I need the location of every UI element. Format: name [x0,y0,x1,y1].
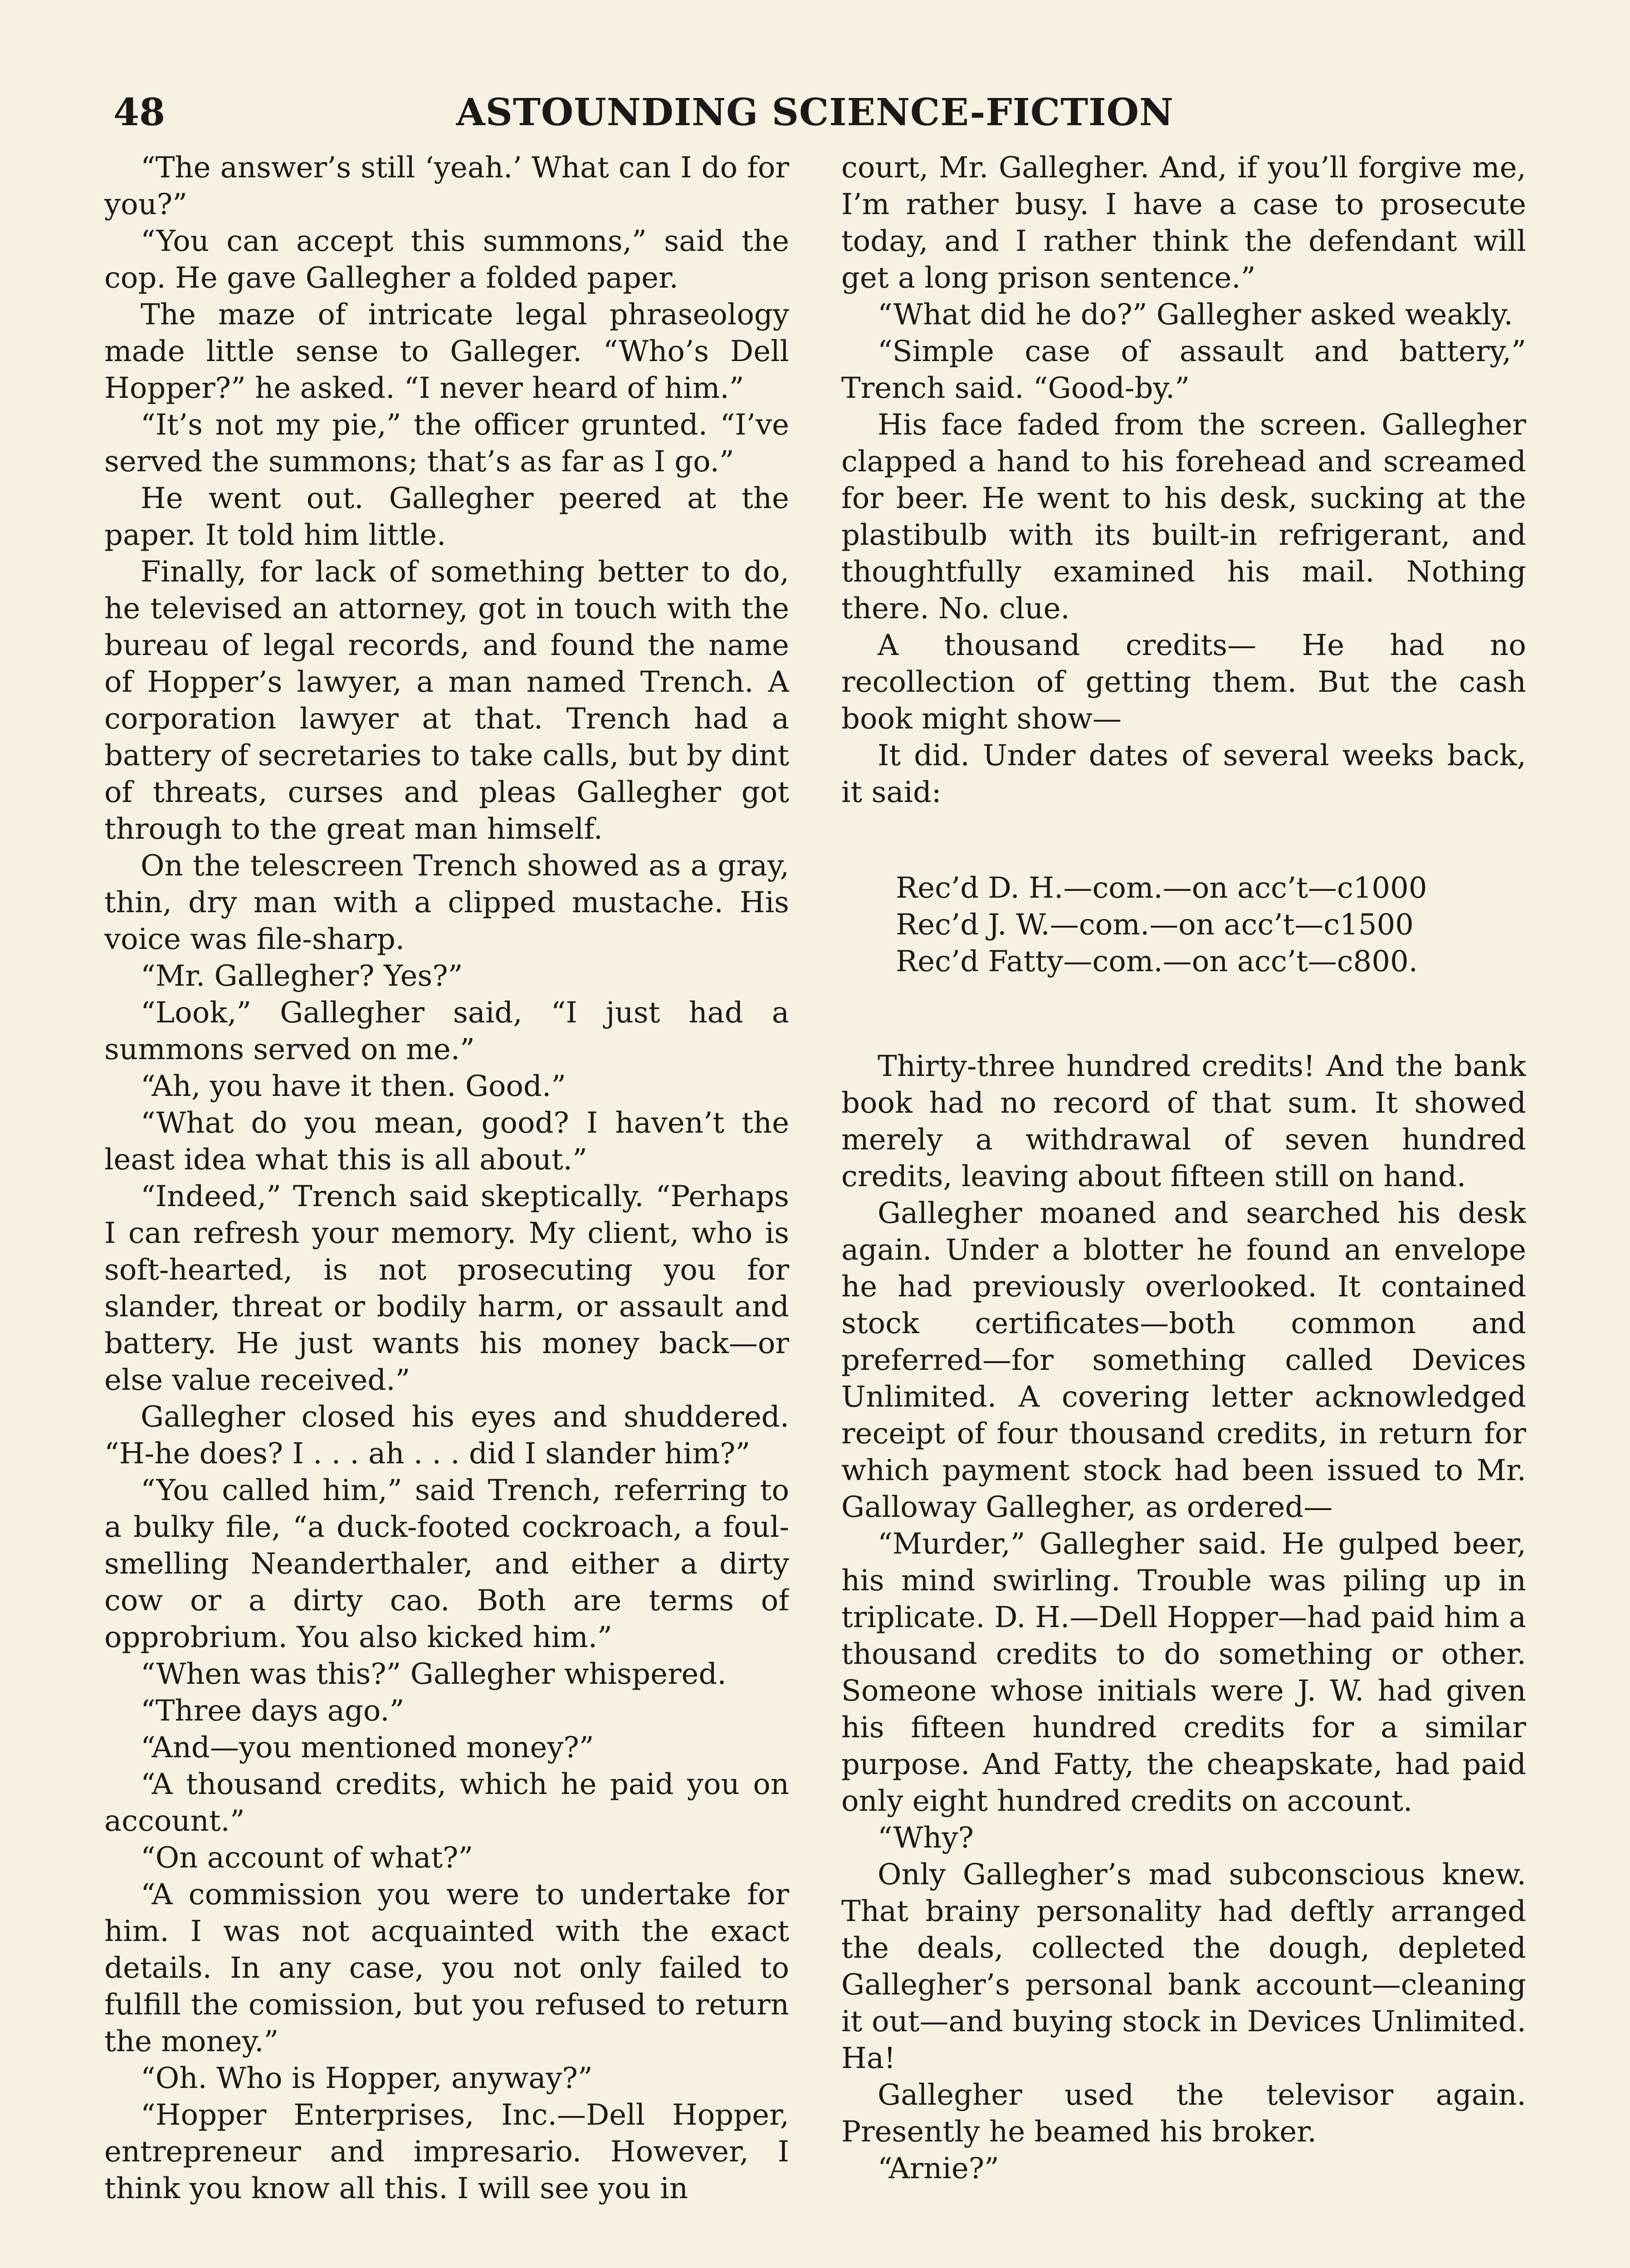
paragraph: “It’s not my pie,” the officer grunted. “I’ve served the summons; that’s as far as I go.” [104,408,789,479]
ledger-entry: Rec’d J. W.—com.—on acc’t—c1500 [896,908,1414,942]
paragraph: He went out. Gallegher peered at the paper. It told him little. [104,482,789,552]
paragraph: “Mr. Gallegher? Yes?” [141,959,463,993]
paragraph: “And—you mentioned money?” [141,1731,594,1765]
page-number: 48 [113,91,166,134]
paragraph: “Why? [878,1821,974,1855]
running-title: ASTOUNDING SCIENCE-FICTION [456,91,1174,134]
paragraph: Gallegher closed his eyes and shuddered. “H-he does? I . . . ah . . . did I slander him?” [104,1400,789,1471]
paragraph: “Murder,” Gallegher said. He gulped beer, his mind swirling. Trouble was piling up in triplicate. D. H.—Dell Hopper—had paid him a thousand credits to do something or other. Someone whose initials were J. W. had given his fifteen hundred credits for a similar purpose. And Fatty, the cheapskate, had paid only eight hundred credits on account. [841,1527,1526,1818]
paragraph: Thirty-three hundred credits! And the bank book had no record of that sum. It showed merely a withdrawal of seven hundred credits, leaving about fifteen still on hand. [841,1050,1526,1193]
cash-book-ledger [841,870,1526,980]
paragraph: “Arnie?” [878,2152,999,2185]
paragraph: On the telescreen Trench showed as a gray, thin, dry man with a clipped mustache. His voice was file-sharp. [104,849,789,956]
paragraph: A thousand credits— He had no recollection of getting them. But the cash book might show— [841,629,1526,736]
paragraph: “On account of what?” [141,1841,473,1875]
right-column [841,150,1526,2245]
paragraph: “The answer’s still ‘yeah.’ What can I do for you?” [104,151,789,221]
paragraph: “You called him,” said Trench, referring to a bulky file, “a duck-footed cockroach, a foul-smelling Neanderthaler, and either a dirty cow or a dirty cao. Both are terms of opprobrium. You also kicked him.” [104,1474,789,1654]
paragraph: “Hopper Enterprises, Inc.—Dell Hopper, entrepreneur and impresario. However, I think you know all this. I will see you in [104,2098,789,2205]
paragraph: “Indeed,” Trench said skeptically. “Perhaps I can refresh your memory. My client, who is soft-hearted, is not prosecuting you for slander, threat or bodily harm, or assault and battery. He just wants his money back—or else value received.” [104,1180,789,1397]
paragraph: “You can accept this summons,” said the cop. He gave Gallegher a folded paper. [104,225,789,295]
ledger-entry: Rec’d D. H.—com.—on acc’t—c1000 [896,871,1427,905]
paragraph: “When was this?” Gallegher whispered. [141,1657,727,1691]
paragraph: Only Gallegher’s mad subconscious knew. That brainy personality had deftly arranged the deals, collected the dough, depleted Gallegher’s personal bank account—cleaning it out—and buying stock in Devices Unlimited. Ha! [841,1858,1526,2075]
paragraph: “Three days ago.” [141,1694,405,1728]
paragraph: It did. Under dates of several weeks back, it said: [841,739,1526,809]
paragraph: His face faded from the screen. Gallegher clapped a hand to his forehead and screamed for beer. He went to his desk, sucking at the plastibulb with its built-in refrigerant, and thoughtfully examined his mail. Nothing there. No. clue. [841,408,1526,626]
paragraph: “A thousand credits, which he paid you on account.” [104,1768,789,1838]
paragraph: The maze of intricate legal phraseology made little sense to Galleger. “Who’s Dell Hopper?” he asked. “I never heard of him.” [104,298,789,405]
paragraph: Finally, for lack of something better to do, he televised an attorney, got in touch with the bureau of legal records, and found the name of Hopper’s lawyer, a man named Trench. A corporation lawyer at that. Trench had a battery of secretaries to take calls, but by dint of threats, curses and pleas Gallegher got through to the great man himself. [104,555,789,846]
page-header [113,91,1517,141]
paragraph: “Simple case of assault and battery,” Trench said. “Good-by.” [841,335,1526,405]
paragraph: Gallegher moaned and searched his desk again. Under a blotter he found an envelope he had previously overlooked. It contained stock certificates—both common and preferred—for something called Devices Unlimited. A covering letter acknowledged receipt of four thousand credits, in return for which payment stock had been issued to Mr. Galloway Gallegher, as ordered— [841,1197,1526,1524]
paragraph: “What do you mean, good? I haven’t the least idea what this is all about.” [104,1106,789,1177]
paragraph: “Ah, you have it then. Good.” [141,1070,566,1103]
paragraph: “Oh. Who is Hopper, anyway?” [141,2062,593,2095]
paragraph: Gallegher used the televisor again. Presently he beamed his broker. [841,2078,1526,2149]
left-column [104,150,789,2245]
paragraph: “A commission you were to undertake for him. I was not acquainted with the exact details. In any case, you not only failed to fulfill the comission, but you refused to return the money.” [104,1878,789,2058]
paragraph: “What did he do?” Gallegher asked weakly. [878,298,1513,332]
paragraph: “Look,” Gallegher said, “I just had a summons served on me.” [104,996,789,1066]
ledger-entry: Rec’d Fatty—com.—on acc’t—c800. [896,945,1418,978]
paragraph: court, Mr. Gallegher. And, if you’ll forgive me, I’m rather busy. I have a case to prosecute today, and I rather think the defendant will get a long prison sentence.” [841,151,1526,295]
